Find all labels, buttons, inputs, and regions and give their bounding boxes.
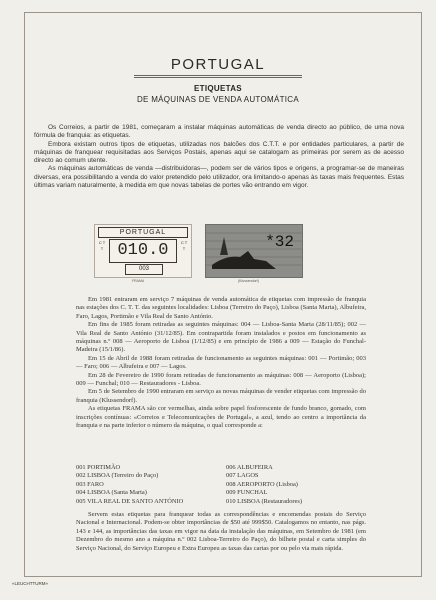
- stamp-header: PORTUGAL: [98, 227, 188, 238]
- closing-paragraph: Servem estas etiquetas para franquear todas as correspondências e encomendas postais do Serviço Nacional e Internacional. Podem-se obter importâncias de $50 até 999$50. Catalogamos no entanto, nas págs. 143 e 144, as importâncias das taxas em vigor na data da instalação das máquinas, em Setembro de 1981 (em Dezembro do mesmo ano a máquina n.º 002 Lisboa-Terreiro do Paço), do bilhete postal e carta simples do Serviço Nacional, do Serviço Europeu e Extra Europeu as taxas das cartas por ou pelo via mais rápida.: [76, 511, 366, 552]
- list-item: 005 VILA REAL DE SANTO ANTÓNIO: [76, 497, 184, 505]
- list-item: 006 ALBUFEIRA: [226, 464, 273, 471]
- stamp-value: 010.0: [109, 239, 177, 263]
- list-item: 010 LISBOA (Restauradores): [226, 497, 302, 505]
- history-paragraph: As etiquetas FRAMA são cor vermelhas, ainda sobre papel fosforescente de fundo branco, gomado, com inscrições contínuas: «Correios e Telecomunicações de Portugal», a azul, tendo ao centro a importância da franquia e na parte inferior o número da máquina, o qual corresponde a:: [76, 405, 366, 430]
- list-item: 007 LAGOS: [226, 472, 259, 480]
- section-heading: ETIQUETAS: [194, 84, 242, 93]
- list-item: 001 PORTIMÃO: [76, 464, 121, 471]
- title-rule: [134, 77, 302, 78]
- list-item: 003 FARO: [76, 480, 104, 488]
- title-rule: [134, 75, 302, 76]
- intro-paragraph: Embora existam outros tipos de etiquetas, utilizadas nos balcões dos C.T.T. e por entidades particulares, a partir de máquinas de franquear requisitadas aos Serviços Postais, apenas aqui se catalogam as primeiras por serem as de acesso directo ao comum utente.: [34, 140, 404, 165]
- machine-list-right: [226, 464, 376, 506]
- intro-text: [34, 124, 404, 190]
- history-paragraph: Em 5 de Setembro de 1990 entraram em serviço as novas máquinas de vender etiquetas com impressão do franquia (Klussendorf).: [76, 388, 366, 404]
- list-item: 004 LISBOA (Santa Marta): [76, 489, 147, 497]
- stamp-side-text: C T T: [180, 240, 188, 251]
- stamp-caption: (Klussendorf): [238, 279, 259, 283]
- publisher-brand: «LEUCHTTURM»: [12, 581, 49, 586]
- klussendorf-stamp: [205, 224, 303, 278]
- list-item: 008 AEROPORTO (Lisboa): [226, 480, 298, 488]
- intro-paragraph: Os Correios, a partir de 1981, começaram a instalar máquinas automáticas de venda directo ao público, de uma nova fórmula de franquia: as etiquetas.: [34, 124, 404, 140]
- history-paragraph: Em fins de 1985 foram retiradas as seguintes máquinas: 004 — Lisboa-Santa Marta (28/11/85); 002 — Vila Real de Santo António (31/12/85). Em contrapartida foram instalados e postos em funcionamento as máquinas n.º 008 — Aeroporto de Lisboa (1/12/85) e em princípio de 1986 a 009 — Estação do Funchal-Madeira (15/1/86).: [76, 321, 366, 354]
- stamp-side-text: C T T: [98, 240, 106, 251]
- history-paragraph: Em 15 de Abril de 1988 foram retiradas de funcionamento as seguintes máquinas: 001 — Portimão; 003 — Faro; 006 — Albufeira e 007 — Lagos.: [76, 354, 366, 371]
- page-title: PORTUGAL: [170, 56, 266, 73]
- history-paragraph: Em 28 de Fevereiro de 1990 foram retiradas de funcionamento as máquinas: 008 — Aeroporto (Lisboa); 009 — Funchal; 010 — Restauradores - Lisboa.: [76, 371, 366, 388]
- intro-paragraph: As máquinas automáticas de venda —distribuidoras—, podem ser de vários tipos e origens, a programar-se de maneiras diversas, era possibilitando a venda do valor pretendido pelo utilizador, ora limitando-o apenas às taxas mais frequentes. Estas últimas variam naturalmente, à medida em que novas tabelas de portes vão entrando em vigor.: [34, 165, 404, 190]
- history-paragraph: Em 1981 entraram em serviço 7 máquinas de venda automática de etiquetas com impressão de franquia nas estações dos C. T. T. das seguintes localidades: Lisboa (Terreiro do Paço), Lisboa (Santa Marta), Albufeira, Faro, Lagos, Portimão e Vila Real de Santo António.: [76, 296, 366, 320]
- history-text: [76, 296, 366, 431]
- closing-text: [76, 511, 366, 553]
- frama-stamp: [94, 224, 192, 278]
- section-subheading: DE MÁQUINAS DE VENDA AUTOMÁTICA: [136, 95, 300, 104]
- machine-list-left: [76, 464, 226, 506]
- list-item: 002 LISBOA (Terreiro do Paço): [76, 472, 159, 480]
- stamp-caption: FRAMA: [132, 279, 145, 283]
- list-item: 009 FUNCHAL: [226, 489, 268, 497]
- stamp-value: *32: [265, 233, 294, 251]
- stamp-machine-number: 003: [125, 264, 163, 275]
